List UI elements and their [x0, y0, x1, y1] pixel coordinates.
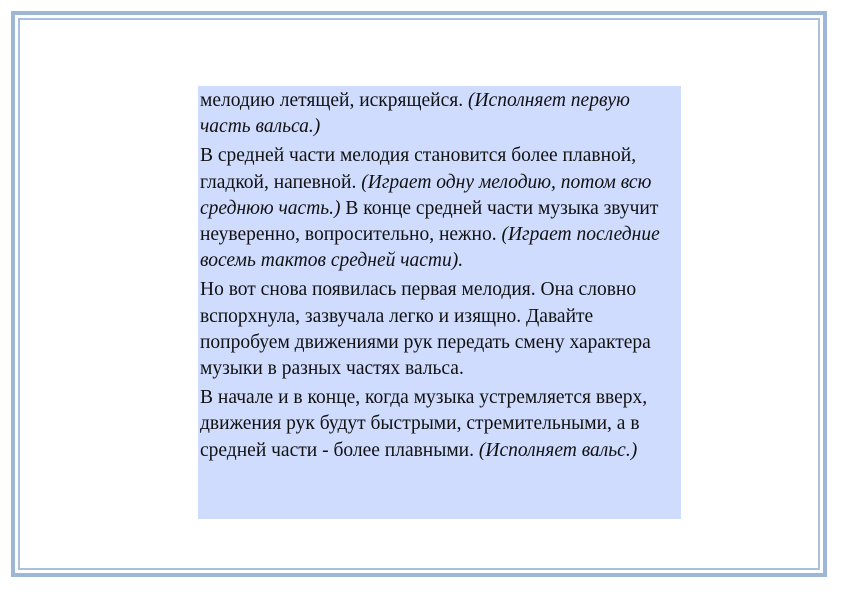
narration-text: В конце средней части музыка звучит неуверенно, вопросительно, нежно. — [200, 197, 659, 246]
narration-text: В средней части мелодия становится более плавной, гладкой, напевной. — [200, 145, 637, 193]
narration-text: мелодию летящей, искрящейся. — [200, 90, 468, 111]
narration-text: В начале и в конце, когда музыка устремляется вверх, движения рук будут быстрыми, стремительными, а в средней части - более плавными. — [200, 387, 648, 461]
paragraph-1 — [200, 88, 677, 140]
stage-direction: (Исполняет вальс.) — [478, 439, 638, 461]
stage-direction: (Играет одну мелодию, потом всю среднюю часть.) — [200, 171, 652, 219]
stage-direction: (Исполняет первую часть вальса.) — [200, 90, 630, 138]
stage-direction: (Играет последние восемь тактов средней части). — [200, 224, 660, 272]
text-box — [198, 86, 681, 519]
narration-text: Но вот снова появилась первая мелодия. Она словно вспорхнула, зазвучала легко и изящно. Давайте попробуем движениями рук передать смену характера музыки в разных частях вальса. — [200, 279, 651, 380]
paragraph-2 — [200, 143, 677, 274]
paragraph-4 — [200, 385, 677, 464]
paragraph-3 — [200, 277, 677, 382]
